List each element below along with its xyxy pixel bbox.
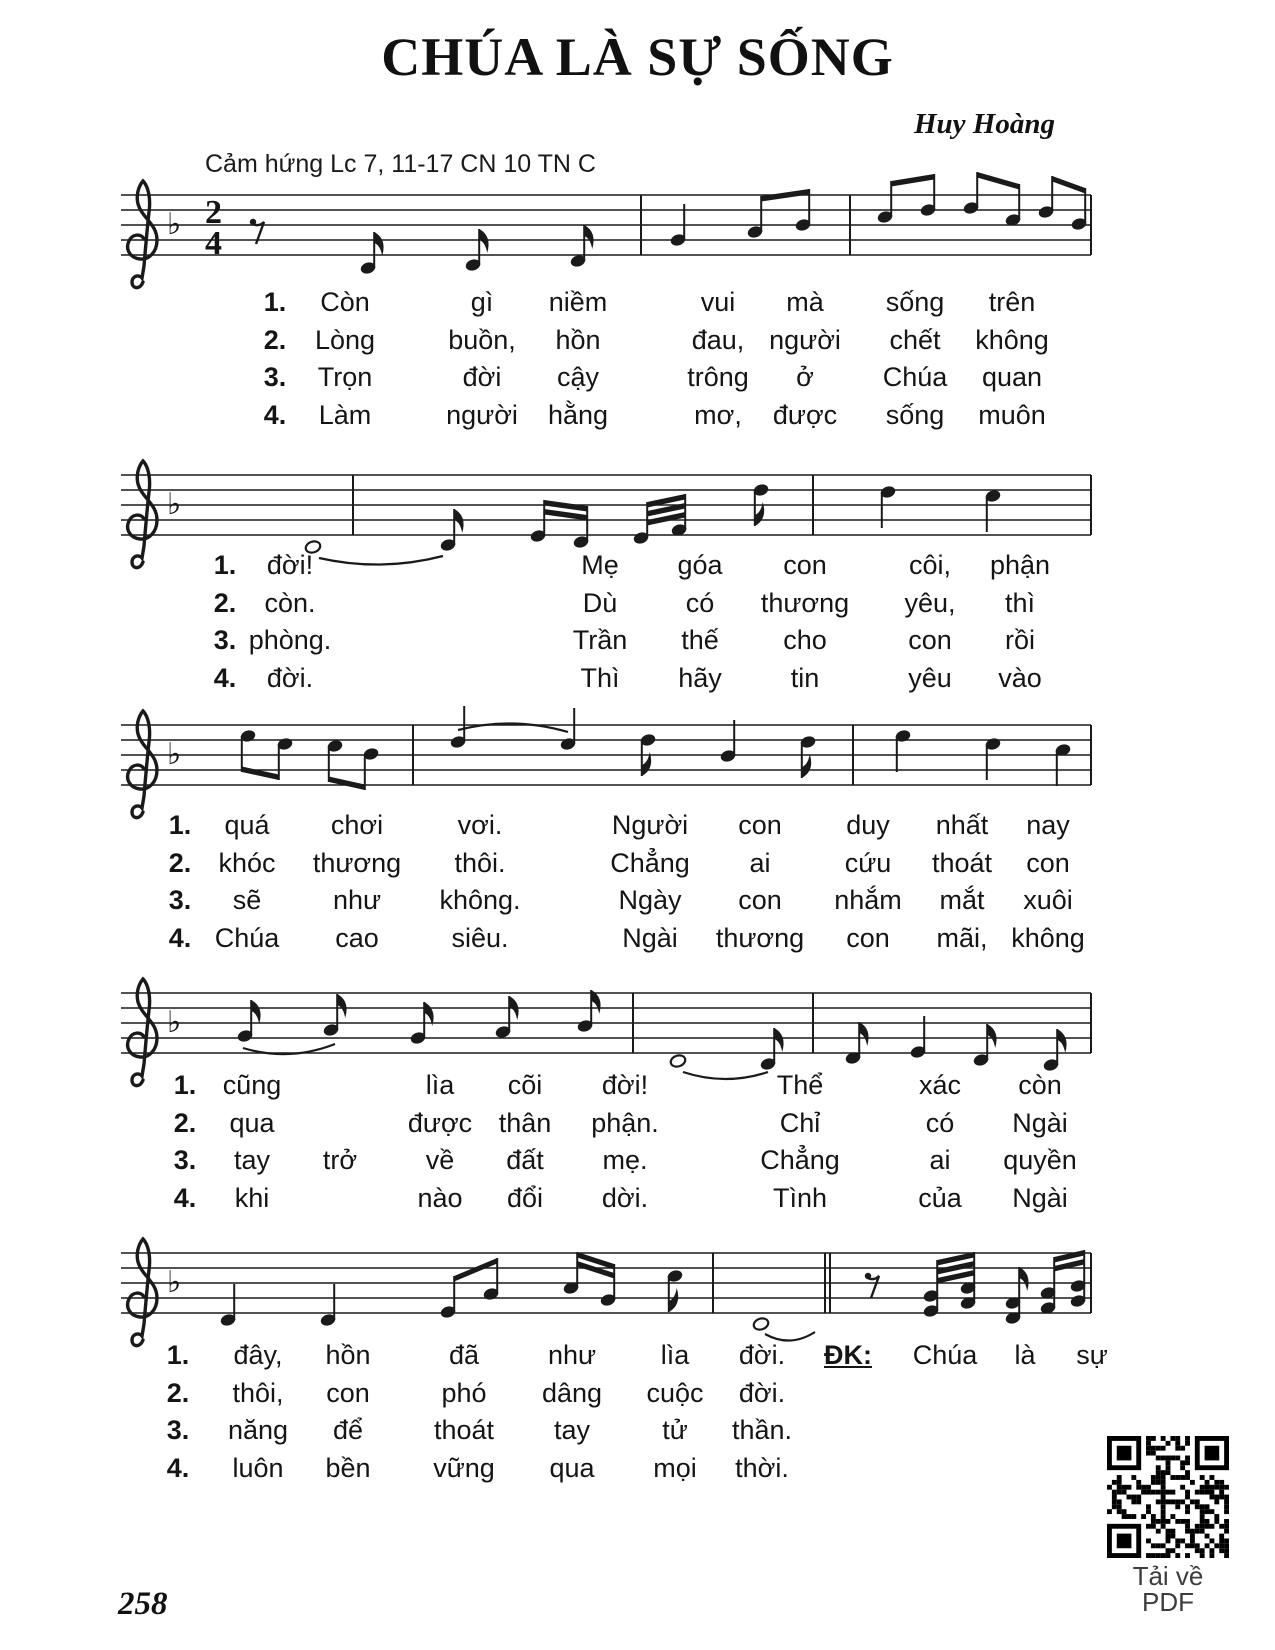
lyric-word: Tình — [772, 1182, 828, 1213]
lyric-word: mãi, — [936, 922, 988, 953]
time-signature-numerator: 2 — [205, 194, 222, 231]
lyric-word: Trọn — [317, 362, 373, 392]
lyric-word: góa — [677, 550, 723, 580]
lyric-word: đời! — [601, 1070, 649, 1100]
lyric-word: có — [925, 1107, 955, 1138]
note-head — [669, 1054, 686, 1069]
lyric-word: có — [685, 587, 715, 618]
verse-number: 2. — [168, 847, 192, 878]
lyric-word: để — [332, 1415, 364, 1445]
lyric-word: người — [769, 324, 841, 355]
lyric-word: thế — [681, 625, 719, 655]
lyric-line — [0, 398, 1275, 436]
lyric-word: thương — [312, 847, 402, 878]
lyric-word: mẹ. — [602, 1145, 648, 1175]
refrain-marker: ĐK: — [824, 1340, 872, 1370]
lyric-word: chơi — [330, 810, 384, 840]
lyric-word: nhất — [935, 810, 989, 840]
lyric-word: cứu — [844, 847, 892, 878]
lyric-word: Ngày — [618, 885, 682, 915]
lyric-word: năng — [227, 1415, 289, 1445]
composer-name: Huy Hoàng — [914, 108, 1055, 140]
lyric-line — [0, 1106, 1275, 1144]
lyric-word: Chỉ — [779, 1107, 821, 1138]
lyric-word: không — [1011, 922, 1085, 953]
lyric-word: không. — [439, 885, 521, 915]
lyric-line — [0, 323, 1275, 361]
lyric-word: Trần — [572, 625, 628, 655]
lyric-word: còn — [1018, 1070, 1062, 1100]
lyric-word: xuôi — [1023, 885, 1073, 915]
lyric-word: phó — [441, 1377, 487, 1408]
lyric-word: phận — [989, 550, 1051, 580]
lyric-line — [0, 661, 1275, 699]
qr-download-label[interactable]: Tải về PDF — [1132, 1561, 1204, 1617]
key-signature-flat: ♭ — [167, 737, 182, 772]
lyric-word: tin — [790, 662, 820, 693]
lyric-word: rồi — [1004, 625, 1036, 655]
note-head — [752, 1317, 769, 1332]
lyric-word: Lòng — [314, 324, 376, 355]
lyric-word: thì — [1004, 587, 1036, 618]
lyric-word: yêu — [908, 662, 952, 693]
lyric-word: khi — [234, 1182, 270, 1213]
lyric-word: lìa — [425, 1070, 455, 1100]
verse-number: 1. — [263, 287, 287, 317]
lyric-word: Chẳng — [610, 847, 690, 878]
lyric-word: xác — [918, 1070, 962, 1100]
lyric-word: phòng. — [248, 625, 332, 655]
lyric-word: Chúa — [912, 1340, 978, 1370]
lyric-line — [0, 1451, 1275, 1489]
key-signature-flat: ♭ — [167, 1005, 182, 1040]
lyric-line — [0, 285, 1275, 323]
treble-clef-icon — [128, 181, 157, 288]
lyric-line — [0, 1413, 1275, 1451]
lyric-word: sống — [885, 399, 945, 430]
lyric-word: cuộc — [646, 1377, 704, 1408]
lyric-word: qua — [229, 1107, 275, 1138]
lyric-word: nào — [417, 1182, 463, 1213]
lyric-word: đời! — [266, 550, 314, 580]
lyric-line — [0, 1068, 1275, 1106]
lyric-word: ở — [796, 362, 814, 392]
lyric-word: Chẳng — [760, 1145, 840, 1175]
page-title: CHÚA LÀ SỰ SỐNG — [381, 27, 894, 87]
lyric-word: chết — [889, 324, 941, 355]
verse-number: 3. — [173, 1145, 197, 1175]
lyric-word: hãy — [678, 662, 722, 693]
treble-clef-icon — [128, 1239, 157, 1346]
lyric-word: duy — [846, 810, 890, 840]
lyric-word: muôn — [978, 399, 1046, 430]
lyric-word: khóc — [218, 847, 276, 878]
lyric-line — [0, 1338, 1275, 1376]
verse-number: 4. — [173, 1182, 197, 1213]
verse-number: 3. — [213, 625, 237, 655]
lyric-word: tay — [553, 1415, 591, 1445]
verse-number: 1. — [173, 1070, 197, 1100]
verse-number: 3. — [263, 362, 287, 392]
lyric-word: đổi — [506, 1182, 544, 1213]
lyric-word: qua — [549, 1452, 595, 1483]
lyric-word: buồn, — [448, 324, 516, 355]
lyric-word: đời. — [738, 1377, 786, 1408]
key-signature-flat: ♭ — [167, 487, 182, 522]
lyric-word: niềm — [548, 287, 608, 317]
lyric-word: đau, — [691, 324, 745, 355]
lyric-word: cõi — [507, 1070, 543, 1100]
verse-number: 3. — [168, 885, 192, 915]
lyric-word: siêu. — [451, 922, 509, 953]
lyric-word: Ngài — [1012, 1107, 1068, 1138]
lyric-word: hồn — [325, 1340, 371, 1370]
lyric-word: ai — [929, 1145, 951, 1175]
lyric-word: thoát — [433, 1415, 495, 1445]
lyric-word: đời. — [266, 662, 314, 693]
lyric-line — [0, 1143, 1275, 1181]
lyric-word: nhắm — [834, 885, 902, 915]
lyric-word: thôi, — [232, 1377, 284, 1408]
lyric-word: cho — [783, 625, 827, 655]
lyric-word: luôn — [232, 1452, 284, 1483]
lyric-word: trên — [988, 287, 1036, 317]
lyric-word: thần. — [731, 1415, 793, 1445]
key-signature-flat: ♭ — [167, 207, 182, 242]
lyric-word: thương — [760, 587, 850, 618]
lyric-word: con — [1026, 847, 1070, 878]
lyric-word: đời — [462, 362, 502, 392]
lyric-word: con — [326, 1377, 370, 1408]
verse-number: 2. — [263, 324, 287, 355]
lyric-word: mắt — [939, 885, 985, 915]
lyric-word: đất — [506, 1145, 544, 1175]
lyric-word: con — [846, 922, 890, 953]
time-signature-denominator: 4 — [205, 225, 222, 262]
lyric-word: đời. — [738, 1340, 786, 1370]
lyric-word: còn. — [264, 587, 316, 618]
verse-number: 4. — [213, 662, 237, 693]
lyric-word: trông — [687, 362, 749, 392]
lyric-word: Làm — [318, 399, 372, 430]
lyric-word: gì — [470, 287, 494, 317]
lyric-word: Thì — [580, 662, 620, 693]
page-number: 258 — [118, 1586, 168, 1622]
lyric-word: được — [772, 399, 838, 430]
lyric-word: sự — [1076, 1340, 1108, 1370]
lyric-word: cao — [335, 922, 379, 953]
lyric-word: Chúa — [214, 922, 280, 953]
lyric-word: cậy — [556, 362, 600, 392]
lyric-word: sống — [885, 287, 945, 317]
lyric-word: dời. — [601, 1182, 649, 1213]
lyric-line — [0, 846, 1275, 884]
lyric-word: người — [446, 399, 518, 430]
lyric-word: thương — [715, 922, 805, 953]
lyric-line — [0, 1181, 1275, 1219]
lyric-word: mà — [786, 287, 824, 317]
lyric-word: đây, — [233, 1340, 283, 1370]
lyric-word: yêu, — [904, 587, 956, 618]
lyric-word: thoát — [931, 847, 993, 878]
lyric-word: vui — [700, 287, 736, 317]
verse-number: 4. — [166, 1452, 190, 1483]
lyric-line — [0, 808, 1275, 846]
lyric-word: con — [783, 550, 827, 580]
verse-number: 1. — [168, 810, 192, 840]
lyric-line — [0, 883, 1275, 921]
lyric-word: nay — [1026, 810, 1070, 840]
lyric-word: vào — [998, 662, 1042, 693]
lyric-word: hồn — [555, 324, 601, 355]
lyric-word: Người — [611, 810, 689, 840]
verse-number: 2. — [173, 1107, 197, 1138]
lyric-word: mơ, — [694, 399, 742, 430]
lyric-word: quan — [981, 362, 1043, 392]
verse-number: 2. — [213, 587, 237, 618]
verse-number: 1. — [166, 1340, 190, 1370]
lyric-word: Ngài — [622, 922, 678, 953]
lyric-word: cũng — [222, 1070, 282, 1100]
lyric-line — [0, 623, 1275, 661]
lyric-word: bền — [325, 1452, 371, 1483]
lyric-word: con — [738, 810, 782, 840]
verse-number: 1. — [213, 550, 237, 580]
verse-number: 4. — [168, 922, 192, 953]
inspiration-caption: Cảm hứng Lc 7, 11-17 CN 10 TN C — [205, 150, 596, 178]
lyric-word: trở — [322, 1145, 358, 1175]
lyric-word: như — [547, 1340, 597, 1370]
lyric-word: thân — [498, 1107, 552, 1138]
lyric-word: lìa — [660, 1340, 690, 1370]
lyric-word: mọi — [653, 1452, 697, 1483]
lyric-word: Chúa — [882, 362, 948, 392]
qr-code[interactable] — [1105, 1436, 1231, 1558]
lyric-word: Dù — [582, 587, 618, 618]
lyric-word: Còn — [320, 287, 370, 317]
lyric-word: thôi. — [454, 847, 506, 878]
lyric-line — [0, 1376, 1275, 1414]
lyric-word: Mẹ — [581, 550, 619, 580]
lyric-word: tay — [233, 1145, 271, 1175]
lyric-word: đã — [448, 1340, 480, 1370]
lyric-word: ai — [749, 847, 771, 878]
lyric-word: không — [975, 324, 1049, 355]
lyric-line — [0, 921, 1275, 959]
lyric-word: sẽ — [232, 885, 262, 915]
lyric-word: là — [1014, 1340, 1036, 1370]
verse-number: 2. — [166, 1377, 190, 1408]
lyric-word: phận. — [591, 1107, 659, 1138]
lyric-word: Thể — [776, 1070, 824, 1100]
lyric-word: về — [425, 1145, 455, 1175]
lyric-word: quyền — [1003, 1145, 1077, 1175]
verse-number: 3. — [166, 1415, 190, 1445]
lyric-word: con — [738, 885, 782, 915]
lyric-word: quá — [224, 810, 270, 840]
lyric-word: tử — [662, 1415, 688, 1445]
lyric-line — [0, 548, 1275, 586]
lyric-word: dâng — [541, 1377, 603, 1408]
lyric-word: Ngài — [1012, 1182, 1068, 1213]
lyric-word: được — [407, 1107, 473, 1138]
lyric-word: vững — [433, 1452, 495, 1483]
verse-number: 4. — [263, 399, 287, 430]
lyric-line — [0, 360, 1275, 398]
lyric-word: của — [918, 1182, 962, 1213]
lyric-line — [0, 586, 1275, 624]
lyric-word: như — [332, 885, 382, 915]
lyric-word: côi, — [908, 550, 952, 580]
lyric-word: vơi. — [457, 810, 503, 840]
lyric-word: hằng — [547, 399, 609, 430]
treble-clef-icon — [128, 711, 157, 818]
lyric-word: thời. — [735, 1452, 789, 1483]
key-signature-flat: ♭ — [167, 1265, 182, 1300]
lyric-word: con — [908, 625, 952, 655]
